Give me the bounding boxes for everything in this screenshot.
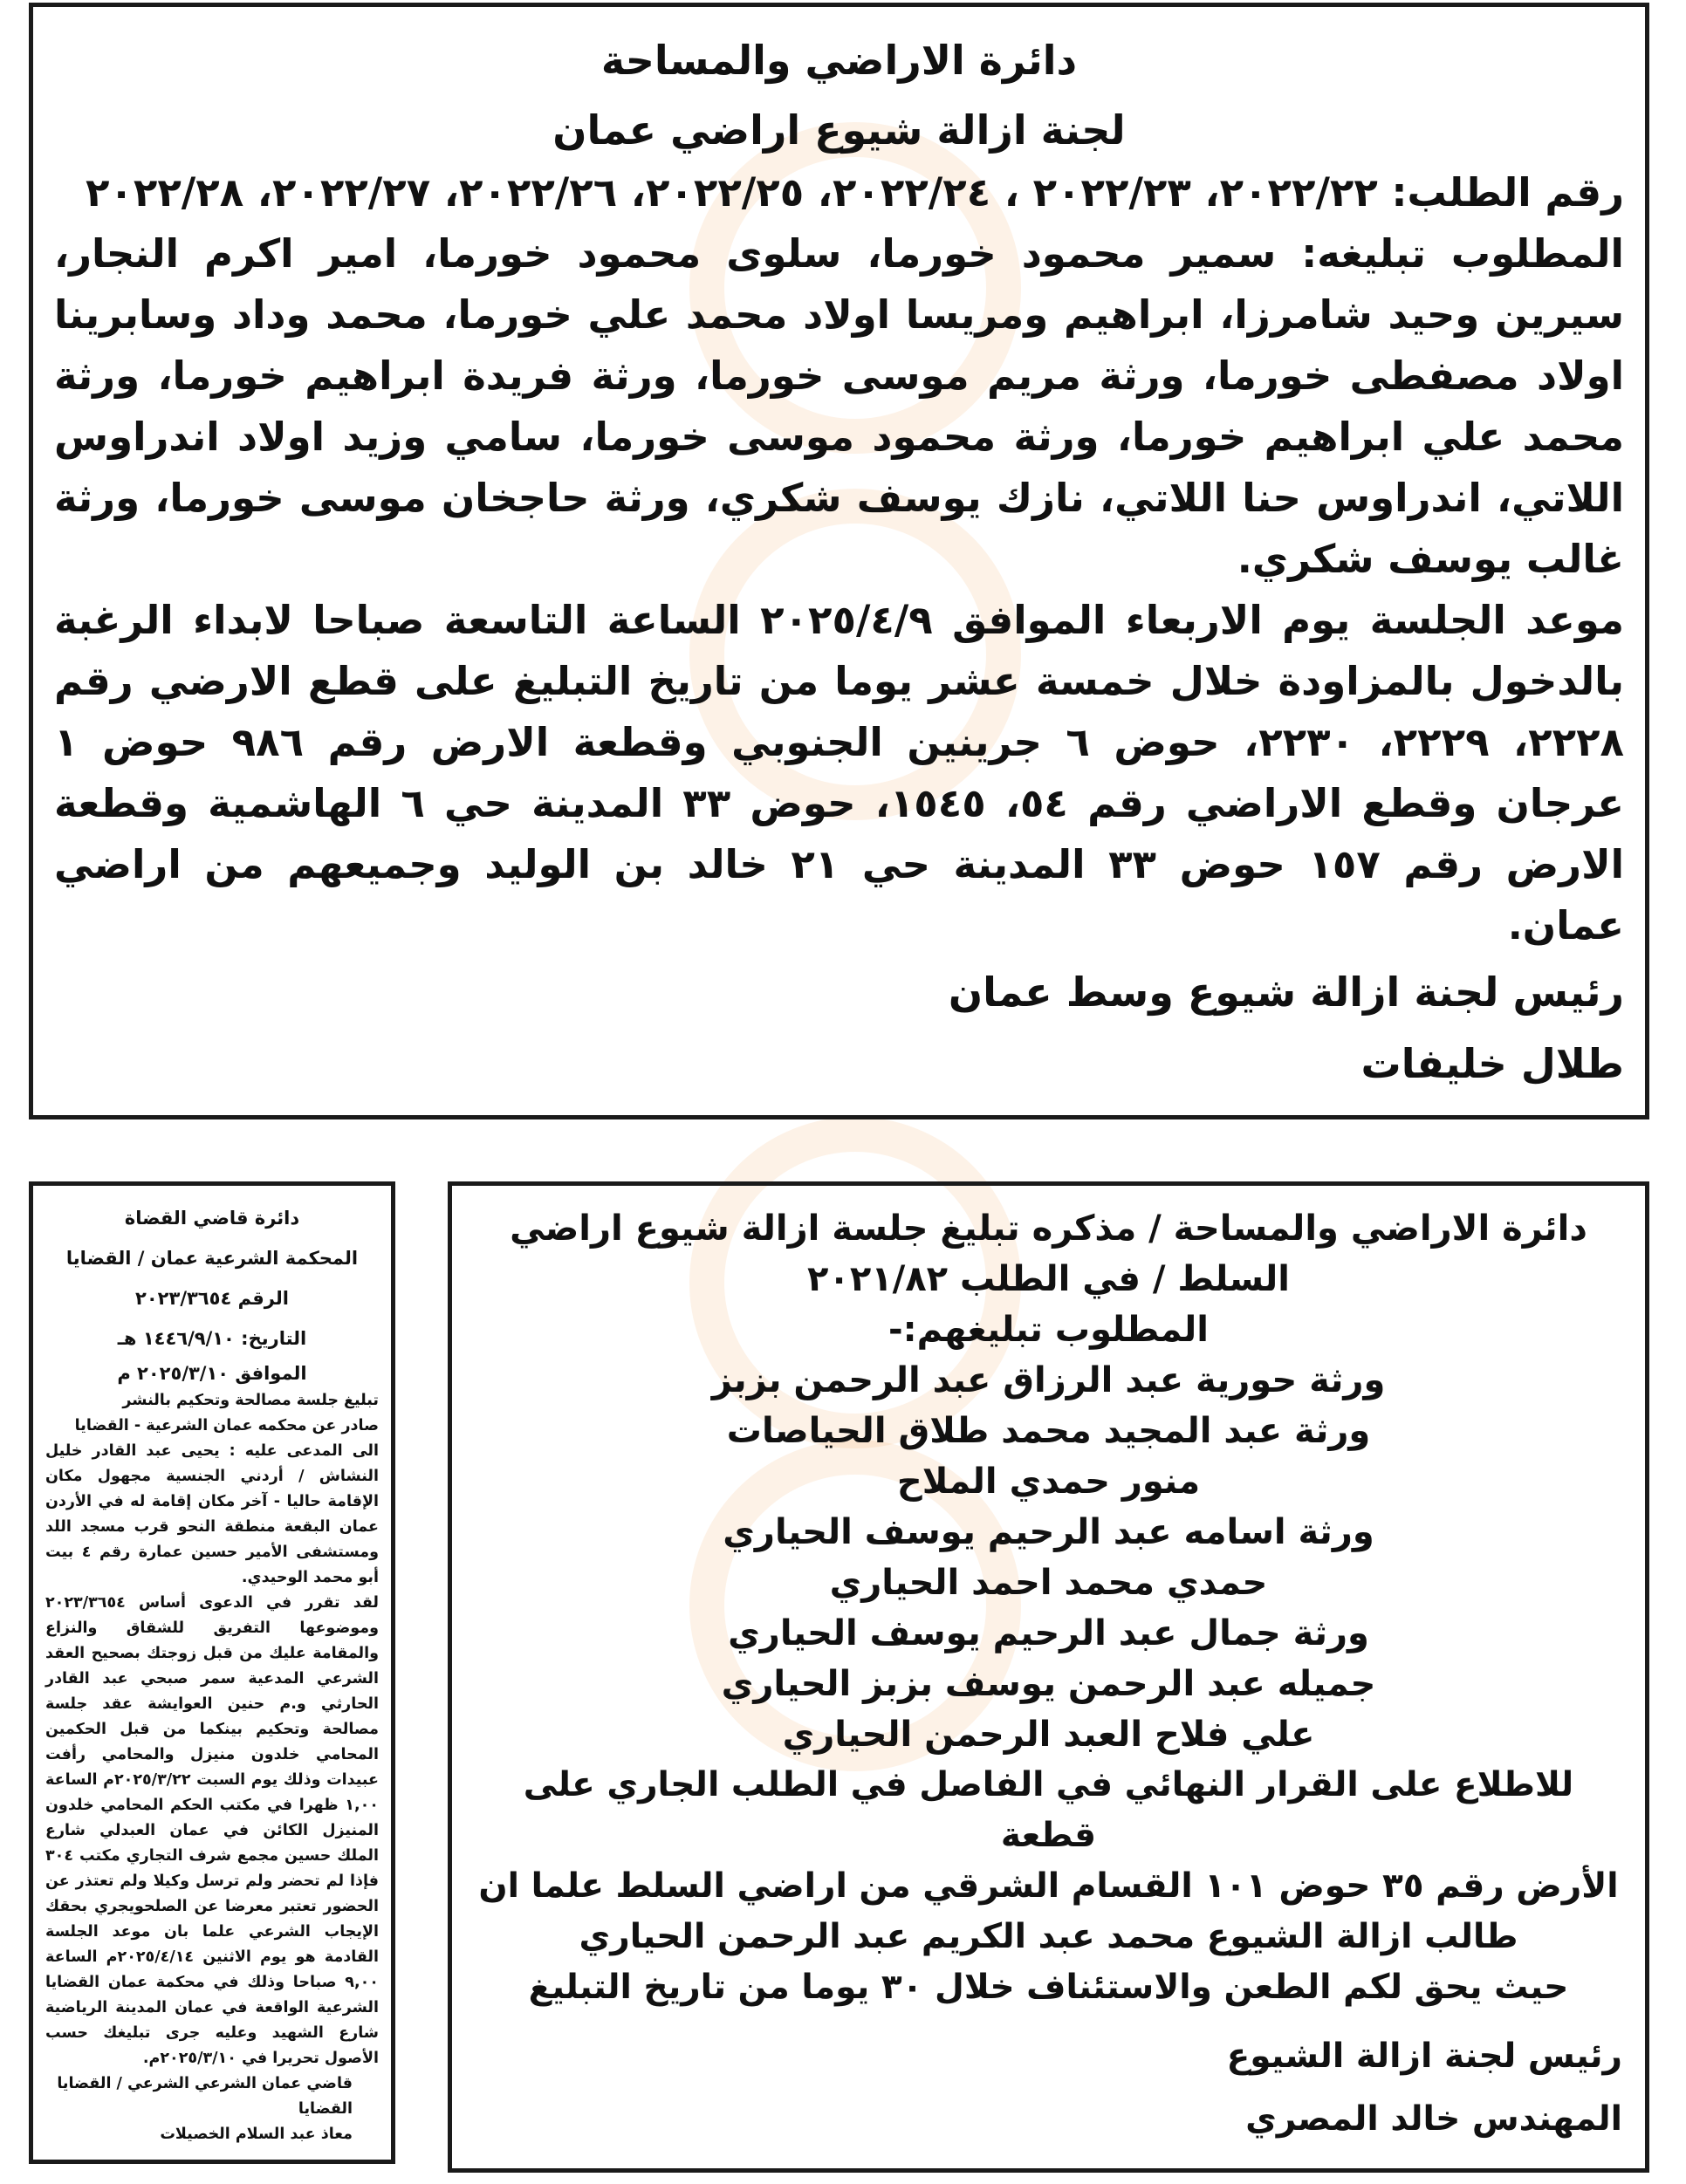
gregorian-date: الموافق ٢٠٢٥/٣/١٠ م — [117, 1363, 307, 1384]
signature-lines — [1227, 2025, 1622, 2151]
hijri-date: التاريخ: ١٤٤٦/٩/١٠ هـ — [117, 1328, 307, 1349]
decision-text: لقد تقرر في الدعوى أساس ٢٠٢٣/٣٦٥٤ وموضوعها التفريق للشقاق والنزاع والمقامة عليك من قبل زوجتك بصحيح العقد الشرعي المدعية سمر صبحي عبد القادر الحارثي و.م حنين العوايشة عقد جلسة مصالحة وتحكيم بينكما من قبل الحكمين المحامي خلدون منيزل والمحامي رأفت عبيدات وذلك يوم السبت ٢٠٢٥/٣/٢٢م الساعة ١,٠٠ ظهرا في مكتب الحكم المحامي خلدون المنيزل الكائن في عمان العبدلي شارع الملك حسين مجمع شرف التجاري مكتب ٣٠٤ فإذا لم تحضر ولم ترسل وكيلا ولم تعتذر عن الحضور تعتبر معرضا عن الصلحويجري بحقك الإيجاب الشرعي علما بان موعد الجلسة القادمة هو يوم الاثنين ٢٠٢٥/٤/١٤م الساعة ٩,٠٠ صباحا وذلك في محكمة عمان القضايا الشرعية الواقعة في عمان المدينة الرياضية شارع الشهيد وعليه جرى تبليغك حسب الأصول تحريرا في ٢٠٢٥/٣/١٠م. — [45, 1594, 379, 2067]
session-details: موعد الجلسة يوم الاربعاء الموافق ٢٠٢٥/٤/٩ الساعة التاسعة صباحا لابداء الرغبة بالدخول بالمزاودة خلال خمسة عشر يوما من تاريخ التبليغ على قطع الارضي رقم ٢٢٢٨، ٢٢٢٩، ٢٢٣٠، حوض ٦ جرينين الجنوبي وقطعة الارض رقم ٩٨٦ حوض ١ عرجان وقطع الاراضي رقم ٥٤، ١٥٤٥، حوض ٣٣ المدينة حي ٦ الهاشمية وقطعة الارض رقم ١٥٧ حوض ٣٣ المدينة حي ٢١ خالد بن الوليد وجميعهم من اراضي عمان. — [54, 597, 1625, 948]
land-partition-notice-salt — [448, 1181, 1649, 2173]
notice-title: دائرة الاراضي والمساحة / مذكره تبليغ جلسة ازالة شيوع اراضي — [510, 1208, 1587, 1249]
recipient: ورثة عبد المجيد محمد طلاق الحياصات — [726, 1411, 1371, 1451]
land-partition-notice-amman — [29, 3, 1649, 1119]
notice-body-line: للاطلاع على القرار النهائي في الفاصل في الطلب الجاري على قطعة — [523, 1765, 1574, 1855]
signer-title: رئيس لجنة ازالة الشيوع — [1226, 2037, 1622, 2076]
sharia-court-notice — [29, 1181, 395, 2164]
defendant: الى المدعى عليه : يحيى عبد القادر خليل النشاش / أردني الجنسية مجهول مكان الإقامة حاليا - آخر مكان إقامة له في الأردن عمان البقعة منطقة النحو قرب مسجد اللد ومستشفى الأمير حسين عمارة رقم ٤ بيت أبو محمد الوحيدي. — [45, 1442, 379, 1586]
signer-name: طلال خليفات — [1360, 1040, 1624, 1087]
judge-name: معاذ عبد السلام الخصيلات — [160, 2126, 353, 2143]
signer-name: المهندس خالد المصري — [1245, 2099, 1622, 2139]
bottom-row — [29, 1181, 1649, 2173]
recipient: منور حمدي الملاح — [896, 1462, 1201, 1502]
recipient: حمدي محمد احمد الحياري — [829, 1563, 1268, 1603]
recipient: علي فلاح العبد الرحمن الحياري — [782, 1715, 1315, 1755]
court-header-2: المحكمة الشرعية عمان / القضايا — [65, 1248, 359, 1269]
notice-title: دائرة الاراضي والمساحة — [600, 37, 1078, 84]
notice-body-line: طالب ازالة الشيوع محمد عبد الكريم عبد الرحمن الحياري — [579, 1917, 1518, 1956]
recipient: ورثة حورية عبد الرزاق عبد الرحمن بزبز — [711, 1360, 1386, 1400]
notice-recipients: المطلوب تبليغه: سمير محمود خورما، سلوى محمود خورما، امير اكرم النجار، سيرين وحيد شامرزا، ابراهيم ومريسا اولاد محمد علي خورما، محمد وداد وسابرينا اولاد مصفطى خورما، ورثة مريم موسى خورما، ورثة فريدة ابراهيم خورما، ورثة محمد علي ابراهيم خورما، ورثة محمود موسى خورما، سامي وزيد اولاد اندراوس اللاتي، اندراوس حنا اللاتي، نازك يوسف شكري، ورثة حاجخان موسى خورما، ورثة غالب يوسف شكري. — [54, 230, 1624, 582]
notice-body-line: الأرض رقم ٣٥ حوض ١٠١ القسام الشرقي من اراضي السلط علما ان — [478, 1866, 1619, 1906]
recipient: ورثة اسامه عبد الرحيم يوسف الحياري — [723, 1512, 1374, 1552]
case-number: الرقم ٢٠٢٣/٣٦٥٤ — [135, 1288, 289, 1309]
notice-request: السلط / في الطلب ٢٠٢١/٨٢ — [806, 1259, 1291, 1299]
signature-block — [475, 2025, 1622, 2151]
court-header-1: دائرة قاضي القضاة — [124, 1208, 300, 1229]
recipients-label: المطلوب تبليغهم:- — [888, 1310, 1209, 1350]
notice-body-line: حيث يحق لكم الطعن والاستئناف خلال ٣٠ يوما من تاريخ التبليغ — [528, 1968, 1569, 2007]
recipient: ورثة جمال عبد الرحيم يوسف الحياري — [728, 1613, 1369, 1653]
request-numbers: رقم الطلب: ٢٠٢٢/٢٢، ٢٠٢٢/٢٣ ، ٢٠٢٢/٢٤، ٢٠٢٢/٢٥، ٢٠٢٢/٢٦، ٢٠٢٢/٢٧، ٢٠٢٢/٢٨ — [85, 169, 1624, 216]
recipient: جميله عبد الرحمن يوسف بزبز الحياري — [721, 1664, 1376, 1704]
issuer: صادر عن محكمه عمان الشرعية - القضايا — [74, 1417, 379, 1434]
judge-title: قاضي عمان الشرعي الشرعي / القضايا القضايا — [57, 2075, 353, 2118]
notice-type: تبليغ جلسة مصالحة وتحكيم بالنشر — [122, 1392, 379, 1409]
notice-subtitle: لجنة ازالة شيوع اراضي عمان — [552, 106, 1126, 154]
signer-title: رئيس لجنة ازالة شيوع وسط عمان — [948, 969, 1624, 1016]
